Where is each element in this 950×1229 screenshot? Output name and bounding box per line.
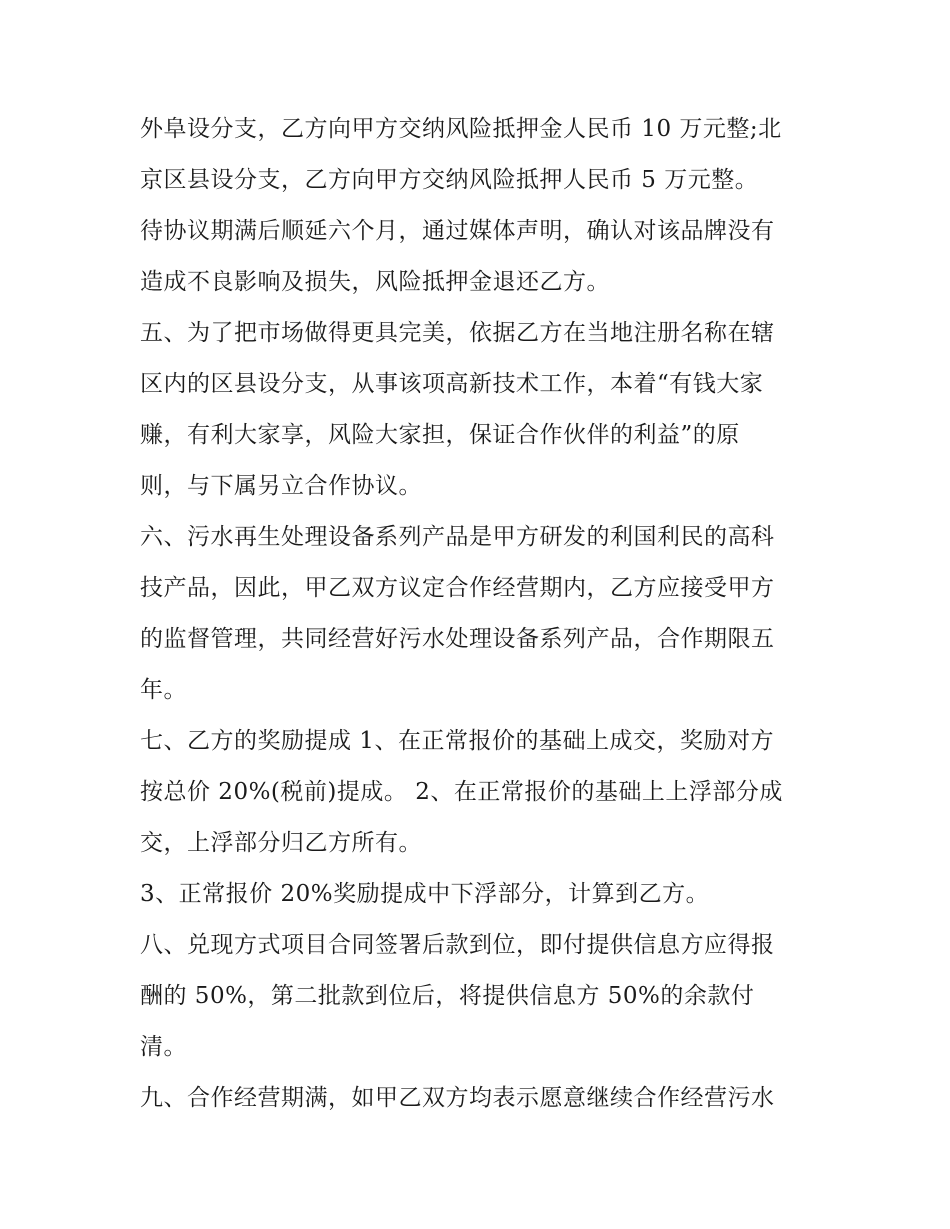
text-line: 的监督管理，共同经营好污水处理设备系列产品，合作期限五: [140, 626, 775, 652]
text-line: 按总价 20%(税前)提成。 2、在正常报价的基础上上浮部分成: [140, 779, 783, 805]
text-line: 外阜设分支，乙方向甲方交纳风险抵押金人民币 10 万元整;北: [140, 116, 782, 142]
document-body: [140, 104, 820, 1124]
text-line: 3、正常报价 20%奖励提成中下浮部分，计算到乙方。: [140, 881, 710, 907]
text-line: 区内的区县设分支，从事该项高新技术工作，本着“有钱大家: [140, 371, 764, 397]
text-line: 赚，有利大家享，风险大家担，保证合作伙伴的利益”的原: [140, 422, 740, 448]
text-line: 待协议期满后顺延六个月，通过媒体声明，确认对该品牌没有: [140, 218, 775, 244]
text-line: 八、兑现方式项目合同签署后款到位，即付提供信息方应得报: [140, 932, 775, 958]
text-line: 五、为了把市场做得更具完美，依据乙方在当地注册名称在辖: [140, 320, 775, 346]
text-line: 清。: [140, 1034, 187, 1060]
text-line: 六、污水再生处理设备系列产品是甲方研发的利国利民的高科: [140, 524, 775, 550]
text-line: 七、乙方的奖励提成 1、在正常报价的基础上成交，奖励对方: [140, 728, 774, 754]
text-line: 京区县设分支，乙方向甲方交纳风险抵押人民币 5 万元整。: [140, 167, 759, 193]
text-line: 酬的 50%，第二批款到位后，将提供信息方 50%的余款付: [140, 983, 755, 1009]
text-line: 交，上浮部分归乙方所有。: [140, 830, 422, 856]
text-line: 年。: [140, 677, 187, 703]
text-line: 则，与下属另立合作协议。: [140, 473, 422, 499]
text-line: 造成不良影响及损失，风险抵押金退还乙方。: [140, 269, 610, 295]
text-line: 技产品，因此，甲乙双方议定合作经营期内，乙方应接受甲方: [140, 575, 775, 601]
text-line: 九、合作经营期满，如甲乙双方均表示愿意继续合作经营污水: [140, 1085, 775, 1111]
